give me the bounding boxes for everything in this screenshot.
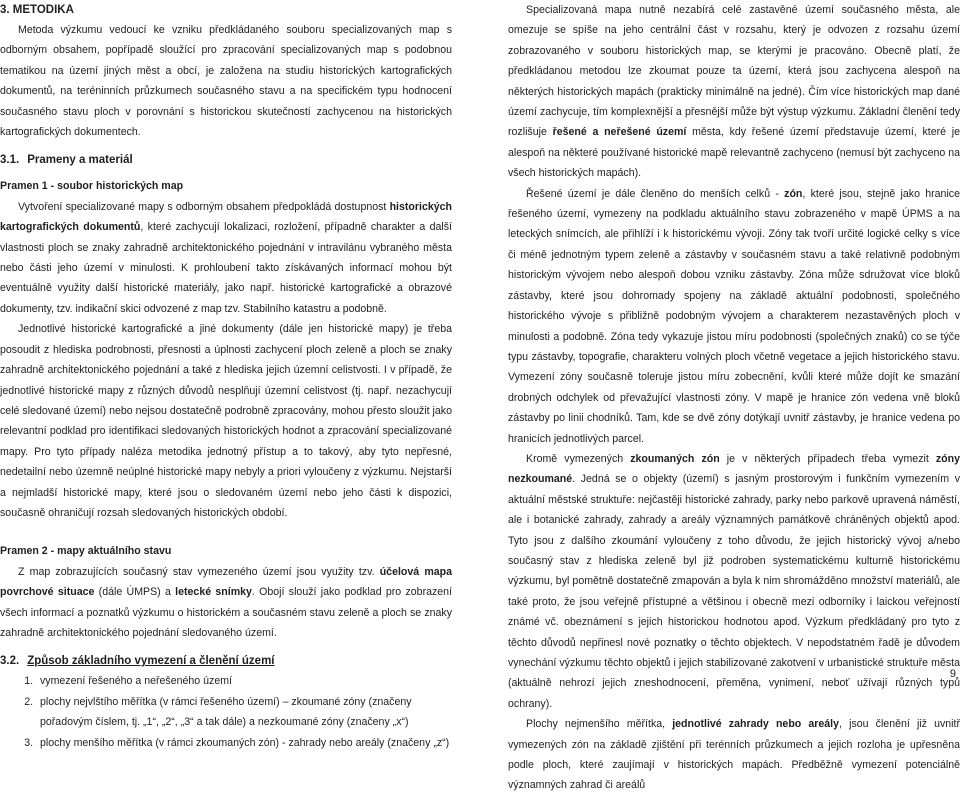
emphasis: řešené a neřešené území xyxy=(552,126,687,139)
text-run: . Jedná se o objekty (území) s jasným prostorovým i funkčním vymezením v aktuální městské struktuře: nejčastěji historické zahrady, parky nebo parkově upravená náměstí, ale i botanické zahrady, zahrady a areály významných památkově chráněných objektů apod. Tyto jsou z dalšího zkoumání vyloučeny z toho důvodu, že jejich historický vývoj a/nebo současný stav z hlediska zeleně byl již podroben systematickému kulturně historickému výzkumu, byl pomětně dostatečně zmapován a byla k nim shromážděno množství materiálů, ale také proto, že jsou veřejně přístupné a většinou i obecně mezi odborníky i laickou veřejností známé vč. obeznámení s jejich historickou hodnotou apod. Výzkum předkládaný pro tyto z těchto důvodů nepřinesl nové poznatky o těchto objektech. V nepodstatném řadě je důvodem vynechání výzkumu těchto objektů i jejich stabilizované zakotvení v urbanistické struktuře města (aktuálně nehrozí jejich zneshodnocení, přeměna, vynimení, neboť užívají různých typů ochrany). xyxy=(508,473,960,710)
text-run: , které zachycují lokalizaci, rozložení, případně charakter a další vlastnosti ploch se znaky zahradně architektonického pojednání v intravilánu vybraného města nebo části jeho území v minulosti. K prohloubení takto získávaných informací mohou být eventuálně využity další historické materiály, jako např. historické kartografické a obrazové dokumenty, tzv. indikační skici odvozené z map tzv. Stabilního katastru a podobně. xyxy=(0,221,452,315)
source-1-paragraph-1 xyxy=(0,197,452,319)
page-number: 9 xyxy=(949,668,956,680)
emphasis: zón xyxy=(784,187,803,200)
text-run: Kromě vymezených xyxy=(526,452,631,465)
subsection-number: 3.1. xyxy=(0,154,20,167)
list-item: 2. plochy nejvlštího měřítka (v rámci řešeného území) – zkoumané zóny (značeny pořadovým číslem, tj. „1“, „2“, „3“ a tak dále) a nezkoumané zóny (značeny „x“) xyxy=(36,692,452,733)
emphasis: historických kartografických dokumentů xyxy=(0,200,452,234)
text-run: Specializovaná mapa nutně nezabírá celé zastavěné území současného města, ale omezuje se spíše na jeho centrální část v rozsahu, který je odvozen z rozsahu území zobrazovaného v souboru historických map, se kterými je pracováno. Obecně platí, že předkládanou metodou lze zkoumat pouze ta území, která jsou zachycena alespoň na některých historických mapách (prakticky minimálně na jedné). Čím více historických map dané území zachycuje, tím komplexnější a přesnější může být výstup výzkumu. Základní členění tedy rozlišuje xyxy=(508,4,960,139)
text-run: je v některých případech třeba vymezit xyxy=(719,452,936,465)
text-run: , jsou členění již uvnitř vymezených zón na základě zjištění při terénních průzkumech a jejich rozloha je upřesněna podle ploch, které zaujímají v historických mapách. Předběžně vymezení potenciálně významných zahrad či areálů xyxy=(508,718,960,792)
text-run: Vytvoření specializované mapy s odborným obsahem předpokládá dostupnost xyxy=(18,200,390,213)
right-paragraph-1 xyxy=(508,0,960,184)
subsection-heading-sources xyxy=(0,150,452,170)
right-paragraph-3 xyxy=(508,449,960,714)
emphasis: jednotlivé zahrady nebo areály xyxy=(672,718,840,731)
right-paragraph-4 xyxy=(508,714,960,796)
subsection-title: Prameny a materiál xyxy=(27,154,133,167)
list-item: 1. vymezení řešeného a neřešeného území xyxy=(36,671,452,691)
source-2-title: Pramen 2 - mapy aktuálního stavu xyxy=(0,545,172,558)
text-run: (dále ÚMPS) a xyxy=(94,586,176,599)
intro-paragraph: Metoda výzkumu vedoucí ke vzniku předkládaného souboru specializovaných map s odborným obsahem, popřípadě sloužící pro zpracování specializovaných map s podobnou tematikou na území jiných měst a obcí, je založena na studiu historických kartografických dokumentů, na teréninních průzkumech současného stavu a na specifickém typu hodnocení současného stavu ploch v porovnání s historickou skutečností zachycenou na historických kartografických dokumentech. xyxy=(0,24,452,139)
text-run: Z map zobrazujících současný stav vymezeného území jsou využity tzv. xyxy=(18,565,380,578)
spacer xyxy=(0,523,452,535)
source-1-paragraph-2: Jednotlivé historické kartografické a jiné dokumenty (dále jen historické mapy) je třeba posoudit z hlediska podrobnosti, přesnosti a úplnosti zachycení ploch zeleně a ploch se znaky zahradně architektonického pojednání a také z hlediska jejich územní celistvosti. I v případě, že jednotlivé historické mapy z různých důvodů nesplňují územní celistvost (tj. např. nezachycují celé sledované území) nebo nejsou dostatečně podrobně zpracovány, mohou přesto sloužit jako relevantní podklad pro identifikaci sledovaných historických hodnot a zpracování specializované mapy. Pro tyto případy naléza metodika jednotný přístup a to takový, aby tyto nepřesné, nedetailní nebo územně neúplné historické mapy nebyly a priori vyloučeny z výzkumu. Nejstarší a nejmladší historické mapy, které jsou o sledovaném území nebo jeho části k dispozici, současně ohraničují rozsah sledovaných historických období. xyxy=(0,323,452,519)
text-run: města, kdy řešené území představuje území, které je alespoň na některé používané historické mapě relevantně zachyceno (nemusí být zachyceno na všech historických mapách). xyxy=(508,126,960,180)
text-run: . Obojí slouží jako podklad pro zobrazení všech informací a poznatků výzkumu o historickém a současném stavu zeleně a ploch se znaky zahradně architektonického pojednání sledovaného území. xyxy=(0,586,453,639)
text-run: , které jsou, stejně jako hranice řešeného území, vymezeny na podkladu aktuálního stavu zobrazeného v mapě ÚPMS a na leteckých snímcích, ale přihlíží i k historickému vývoji. Zóny tak tvoří určité logické celky s více či méně jednotným typem zeleně a zástavby v současném stavu a také relativně podobným historickým vývojem nebo alespoň dobou vzniku zástavby. Zóna může sdružovat více bloků zástavby, které jsou dohromady spojeny na základě aktuální podobnosti, společného historického vývoje s přibližně podobným vývojem a charakterem nezastavěných ploch v minulosti a podobně. Zóna tedy vykazuje jistou míru podobnosti (společných znaků) co se týče typu zástavby, topografie, charakteru volných ploch včetně vegetace a jejich historického stavu. Vymezení zóny současně toleruje jistou míru zobecnění, kvůli které může dojít ke smazání drobných odchylek od převažující vlastnosti zóny. V mapě je hranice zón vedena vně bloků zástavby po linii chodníků. Tam, kde se dvě zóny dotýkají uvnitř zástavby, je hranice vedena po hranicích jednotlivých parcel. xyxy=(508,187,960,445)
text-run: Plochy nejmenšího měřítka, xyxy=(526,718,673,731)
text-run: Řešené území je dále členěno do menších celků - xyxy=(526,187,785,200)
left-column xyxy=(0,0,452,753)
list-item: 3. plochy menšího měřítka (v rámci zkoumaných zón) - zahrady nebo areály (značeny „z“) xyxy=(36,733,452,753)
subsection-heading-division xyxy=(0,651,452,671)
emphasis: účelová mapa povrchové situace xyxy=(0,565,452,599)
source-1-title: Pramen 1 - soubor historických map xyxy=(0,180,184,193)
emphasis: zóny nezkoumané xyxy=(508,452,960,486)
section-heading: 3. METODIKA xyxy=(0,4,74,16)
subsection-title: Způsob základního vymezení a členění území xyxy=(27,655,275,668)
division-list xyxy=(0,671,452,753)
subsection-number: 3.2. xyxy=(0,655,20,668)
emphasis: letecké snímky xyxy=(175,586,252,599)
emphasis: zkoumaných zón xyxy=(630,452,720,465)
right-column xyxy=(508,0,960,796)
right-paragraph-2 xyxy=(508,184,960,449)
source-2-paragraph xyxy=(0,562,452,644)
